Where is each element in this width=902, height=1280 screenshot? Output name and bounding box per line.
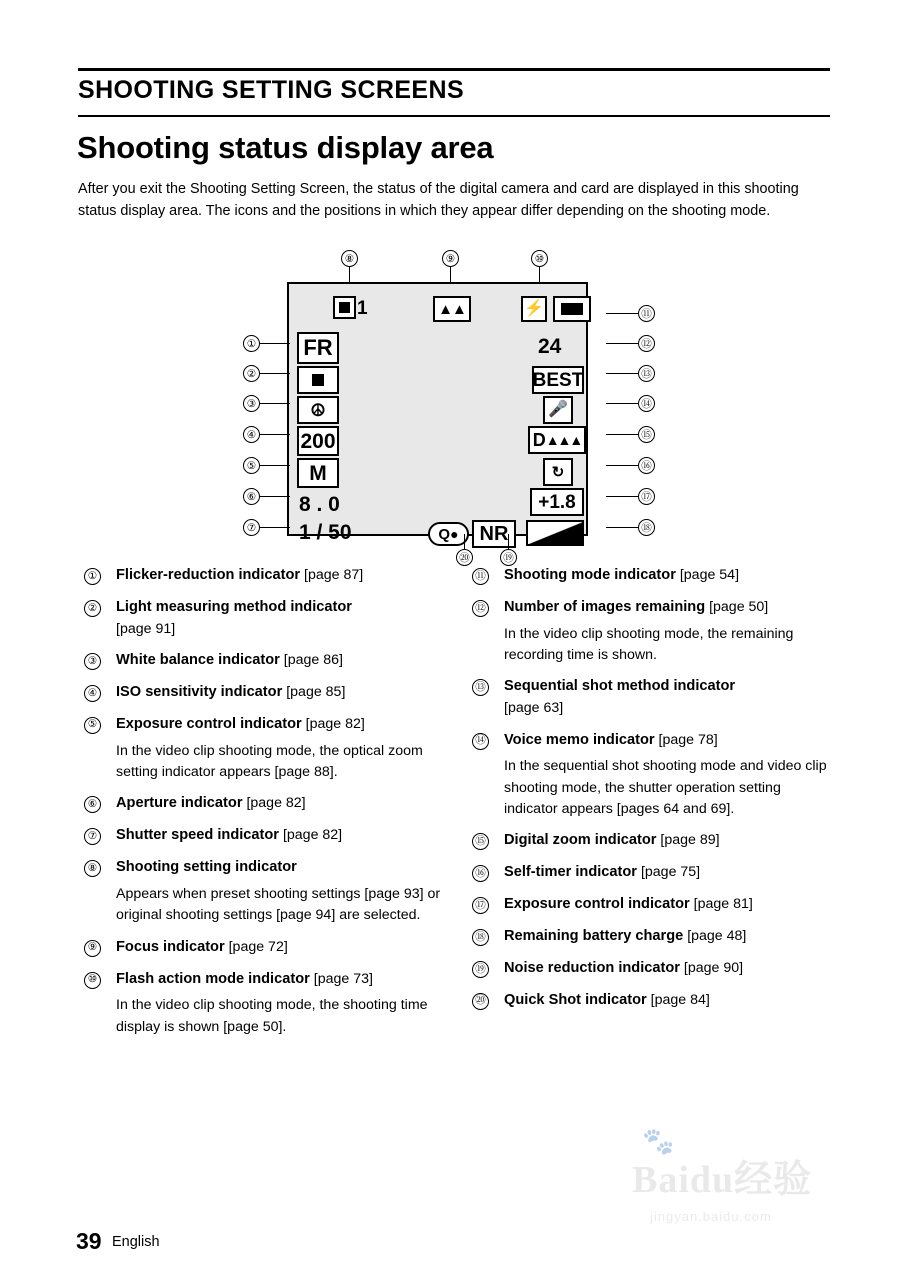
legend-title: ISO sensitivity indicator (116, 683, 283, 700)
legend-number: ② (84, 600, 101, 617)
watermark-sub: jingyan.baidu.com (650, 1209, 772, 1224)
callout-4: ④ (243, 426, 260, 443)
legend-number: ⑨ (84, 940, 101, 957)
legend-title: Flicker-reduction indicator (116, 567, 301, 583)
legend-ref: [page 84] (650, 991, 710, 1008)
callout-1-leader (260, 343, 290, 344)
callout-19: ⑲ (500, 549, 517, 566)
legend-number: ⑦ (84, 828, 101, 845)
legend-number: ⑱ (472, 929, 489, 946)
legend-number: ⑭ (472, 733, 489, 750)
watermark-main: Baidu经验 (632, 1159, 813, 1201)
legend-ref: [page 91] (116, 620, 176, 637)
page-title: Shooting status display area (77, 130, 494, 165)
legend-item (78, 857, 450, 926)
legend-ref: [page 90] (683, 959, 744, 976)
legend-item (78, 714, 450, 783)
exposure-compensation-icon: +1.8 (530, 488, 584, 516)
paw-icon: 🐾 (642, 1126, 675, 1156)
shooting-setting-value: 1 (357, 298, 368, 319)
shooting-setting-icon (333, 296, 356, 319)
legend-item (466, 958, 838, 980)
legend-number: ⑳ (472, 993, 489, 1010)
page-language: English (112, 1234, 160, 1250)
callout-18-leader (606, 527, 638, 528)
callout-13: ⑬ (638, 365, 655, 382)
callout-2: ② (243, 365, 260, 382)
battery-icon (526, 520, 584, 546)
legend-title: Voice memo indicator (504, 731, 655, 748)
callout-1: ① (243, 335, 260, 352)
callout-9: ⑨ (442, 250, 459, 267)
callout-8: ⑧ (341, 250, 358, 267)
legend-note: In the sequential shot shooting mode and video clip shooting mode, the shutter operation setting indicator appears [pages 64 and 69]. (504, 758, 827, 818)
callout-14: ⑭ (638, 395, 655, 412)
callout-17: ⑰ (638, 488, 655, 505)
callout-6-leader (260, 496, 290, 497)
images-remaining-value: 24 (538, 335, 562, 358)
legend-ref: [page 82] (246, 795, 306, 812)
legend-title: Aperture indicator (116, 795, 243, 812)
legend-number: ④ (84, 685, 101, 702)
section-title: SHOOTING SETTING SCREENS (78, 76, 465, 104)
legend-ref: [page 82] (282, 827, 343, 844)
legend-ref: [page 85] (286, 683, 346, 700)
legend-note: In the video clip shooting mode, the remaining recording time is shown. (504, 625, 794, 664)
callout-16-leader (606, 465, 638, 466)
callout-11: ⑪ (638, 305, 655, 322)
legend-title: Shooting setting indicator (116, 859, 297, 876)
callout-15: ⑮ (638, 426, 655, 443)
callout-6: ⑥ (243, 488, 260, 505)
callout-15-leader (606, 434, 638, 435)
legend-item (78, 682, 450, 704)
legend-ref: [page 72] (228, 938, 288, 955)
callout-2-leader (260, 373, 290, 374)
digital-zoom-letter: D (532, 430, 546, 450)
legend-item (466, 597, 838, 666)
legend-item (78, 937, 450, 959)
page-number: 39 (76, 1228, 102, 1254)
legend-column-left (78, 565, 450, 1039)
callout-18: ⑱ (638, 519, 655, 536)
legend-item (78, 969, 450, 1038)
legend-item (466, 830, 838, 852)
legend-ref: [page 86] (283, 652, 343, 669)
legend-ref: [page 63] (504, 700, 564, 717)
legend-ref: [page 78] (658, 731, 718, 748)
legend-item (78, 793, 450, 815)
voice-memo-icon: 🎤 (543, 396, 573, 424)
legend-number: ⑫ (472, 600, 489, 617)
iso-icon: 200 (297, 426, 339, 456)
legend-title: Number of images remaining (504, 598, 706, 615)
legend-number: ⑯ (472, 865, 489, 882)
light-measuring-icon (297, 366, 339, 394)
legend-title: Exposure control indicator (504, 896, 690, 913)
legend-title: Noise reduction indicator (504, 959, 680, 976)
legend-item (466, 926, 838, 948)
noise-reduction-icon: NR (472, 520, 516, 548)
top-rule (78, 68, 830, 71)
legend-item (466, 894, 838, 916)
legend-item (78, 650, 450, 672)
callout-5-leader (260, 465, 290, 466)
flicker-reduction-icon: FR (297, 332, 339, 364)
callout-17-leader (606, 496, 638, 497)
callout-16: ⑯ (638, 457, 655, 474)
legend-number: ⑮ (472, 833, 489, 850)
legend-title: Sequential shot method indicator (504, 678, 736, 695)
legend-title: Flash action mode indicator (116, 970, 310, 987)
focus-icon: ▲▲ (433, 296, 471, 322)
legend-title: White balance indicator (116, 652, 280, 669)
legend-title: Quick Shot indicator (504, 991, 647, 1008)
legend-number: ⑬ (472, 679, 489, 696)
digital-zoom-icon: D ▲▲▲ (528, 426, 586, 454)
flash-icon: ⚡ (521, 296, 547, 322)
legend-item (466, 730, 838, 821)
lcd-figure (0, 240, 902, 570)
legend-title: Digital zoom indicator (504, 832, 657, 849)
legend-ref: [page 89] (660, 832, 720, 849)
legend-title: Shooting mode indicator (504, 567, 676, 583)
legend-item (78, 825, 450, 847)
legend-item (78, 565, 450, 587)
quick-shot-letter: Q (438, 525, 451, 543)
callout-14-leader (606, 403, 638, 404)
exposure-mode-icon: M (297, 458, 339, 488)
callout-4-leader (260, 434, 290, 435)
legend-number: ⑲ (472, 961, 489, 978)
header-rule (78, 115, 830, 117)
legend-title: Shutter speed indicator (116, 827, 279, 844)
shutter-speed-value: 1 / 50 (299, 521, 352, 544)
intro-paragraph: After you exit the Shooting Setting Screen, the status of the digital camera and card are displayed in this shooting status display area. The icons and the positions in which they appear differ depending on the shooting mode. (78, 181, 799, 220)
quick-shot-icon: Q ● (428, 522, 469, 546)
legend-ref: [page 75] (640, 864, 701, 881)
white-balance-icon: ☮ (297, 396, 339, 424)
legend-column-right (466, 565, 838, 1013)
legend-note: In the video clip shooting mode, the shooting time display is shown [page 50]. (116, 997, 428, 1035)
legend-number: ③ (84, 653, 101, 670)
legend-note: In the video clip shooting mode, the optical zoom setting indicator appears [page 88]. (116, 742, 423, 781)
callout-3: ③ (243, 395, 260, 412)
legend-ref: [page 81] (693, 896, 753, 913)
legend-title: Focus indicator (116, 938, 225, 955)
watermark (632, 1126, 882, 1228)
legend-number: ⑤ (84, 717, 101, 734)
legend-ref: [page 48] (687, 928, 747, 945)
callout-19-leader (508, 534, 509, 549)
legend-item (466, 676, 838, 719)
legend-title: Remaining battery charge (504, 928, 684, 945)
legend-ref: [page 50] (709, 598, 769, 615)
callout-13-leader (606, 373, 638, 374)
legend-number: ⑧ (84, 860, 101, 877)
callout-20: ⑳ (456, 549, 473, 566)
legend-item (466, 862, 838, 884)
legend-item (466, 990, 838, 1012)
shooting-mode-icon (553, 296, 591, 322)
callout-7: ⑦ (243, 519, 260, 536)
legend-ref: [page 87] (304, 567, 364, 583)
legend-ref: [page 73] (313, 970, 373, 987)
callout-7-leader (260, 527, 290, 528)
callout-11-leader (606, 313, 638, 314)
callout-3-leader (260, 403, 290, 404)
callout-5: ⑤ (243, 457, 260, 474)
legend-ref: [page 54] (679, 567, 740, 583)
legend-number: ⑩ (84, 972, 101, 989)
self-timer-icon: ↻ (543, 458, 573, 486)
legend-title: Light measuring method indicator (116, 598, 352, 615)
legend-item (78, 597, 450, 640)
sequential-shot-icon: BEST (532, 366, 584, 394)
callout-12-leader (606, 343, 638, 344)
legend-number: ⑪ (472, 568, 489, 585)
legend-title: Exposure control indicator (116, 715, 302, 732)
callout-10: ⑩ (531, 250, 548, 267)
legend-number: ⑰ (472, 897, 489, 914)
legend-note: Appears when preset shooting settings [page 93] or original shooting settings [page 94] are selected. (116, 886, 441, 924)
legend-ref: [page 82] (305, 715, 365, 732)
legend-number: ⑥ (84, 796, 101, 813)
callout-12: ⑫ (638, 335, 655, 352)
legend-title: Self-timer indicator (504, 864, 637, 881)
aperture-value: 8 . 0 (299, 493, 340, 516)
legend-item (466, 565, 838, 587)
legend-number: ① (84, 568, 101, 585)
callout-20-leader (464, 534, 465, 549)
lcd-screen (287, 282, 588, 545)
